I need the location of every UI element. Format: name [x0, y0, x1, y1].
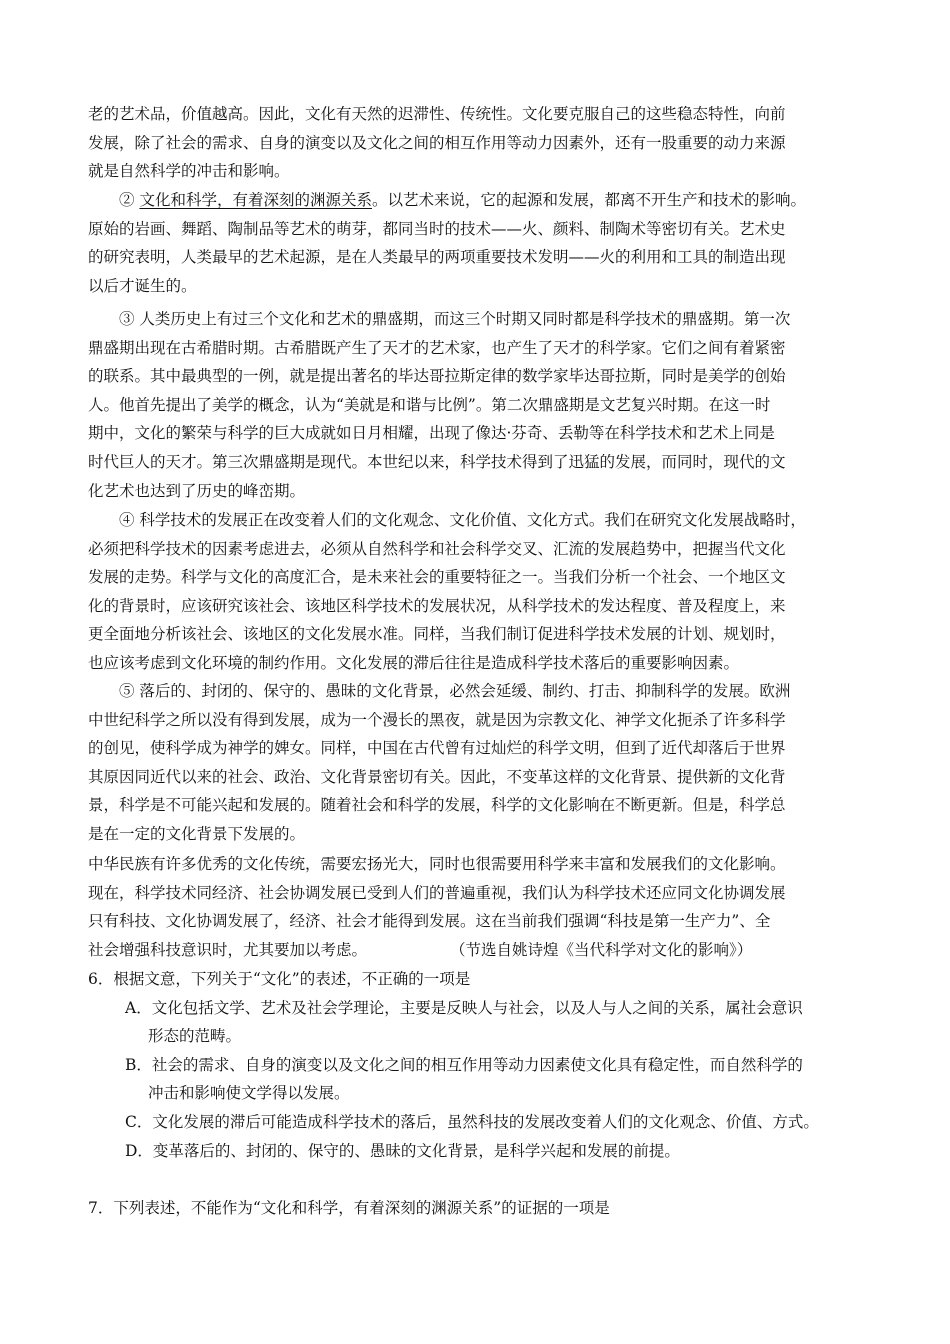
text-line: 也应该考虑到文化环境的制约作用。文化发展的滞后往往是造成科学技术落后的重要影响因素。: [88, 653, 740, 672]
text-line: 化的背景时，应该研究该社会、该地区科学技术的发展状况，从科学技术的发达程度、普及程度上，来: [88, 596, 786, 615]
text-line: 其原因同近代以来的社会、政治、文化背景密切有关。因此，不变革这样的文化背景、提供新的文化背: [88, 767, 786, 786]
underlined-thesis: 文化和科学，有着深刻的渊源关系: [139, 191, 372, 209]
option-a-continued: 形态的范畴。: [148, 1027, 242, 1046]
text-line: 老的艺术品，价值越高。因此，文化有天然的迟滞性、传统性。文化要克服自己的这些稳态特性，向前: [88, 105, 786, 123]
text-span: 。以艺术来说，它的起源和发展，都离不开生产和技术的影响。: [371, 191, 806, 209]
option-b-continued: 冲击和影响使文学得以发展。: [148, 1084, 350, 1103]
text-line: 的创见，使科学成为神学的婢女。同样，中国在古代曾有过灿烂的科学文明，但到了近代却落后于世界: [88, 739, 786, 758]
text-line: ⑤ 落后的、封闭的、保守的、愚昧的文化背景，必然会延缓、制约、打击、抑制科学的发展。欧洲: [119, 682, 791, 700]
question-stem: 7．下列表述，不能作为“文化和科学，有着深刻的渊源关系”的证据的一项是: [88, 1199, 610, 1217]
question-stem: 6．根据文意，下列关于“文化”的表述，不正确的一项是: [88, 970, 471, 988]
paragraph-4: [88, 506, 868, 678]
text-line: 的研究表明，人类最早的艺术起源，是在人类最早的两项重要技术发明——火的利用和工具的制造出现: [88, 248, 786, 267]
paragraph-3: [88, 305, 868, 505]
text-line: 是在一定的文化背景下发展的。: [88, 824, 306, 843]
text-line: 景，科学是不可能兴起和发展的。随着社会和科学的发展，科学的文化影响在不断更新。但是，科学总: [88, 796, 786, 815]
option-a: A．文化包括文学、艺术及社会学理论，主要是反映人与社会，以及人与人之间的关系，属社会意识: [125, 998, 803, 1017]
source-citation: （节选自姚诗煌《当代科学对文化的影响》）: [450, 941, 753, 959]
option-d: D．变革落后的、封闭的、保守的、愚昧的文化背景，是科学兴起和发展的前提。: [125, 1141, 680, 1160]
text-line: ③ 人类历史上有过三个文化和艺术的鼎盛期，而这三个时期又同时都是科学技术的鼎盛期。第一次: [119, 310, 791, 328]
option-b: B．社会的需求、自身的演变以及文化之间的相互作用等动力因素使文化具有稳定性，而自然科学的: [125, 1055, 803, 1074]
text-line: 发展，除了社会的需求、自身的演变以及文化之间的相互作用等动力因素外，还有一股重要的动力来源: [88, 133, 786, 152]
text-line: 的联系。其中最典型的一例，就是提出著名的毕达哥拉斯定律的数学家毕达哥拉斯，同时是美学的创始: [88, 367, 786, 386]
text-line: 必须把科学技术的因素考虑进去，必须从自然科学和社会科学交叉、汇流的发展趋势中，把握当代文化: [88, 539, 786, 558]
paragraph-1: [88, 100, 868, 186]
paragraph-number: ②: [119, 191, 135, 209]
question-6: [88, 965, 888, 1165]
text-line: ④ 科学技术的发展正在改变着人们的文化观念、文化价值、文化方式。我们在研究文化发展战略时，: [119, 511, 806, 529]
option-c: C．文化发展的滞后可能造成科学技术的落后，虽然科技的发展改变着人们的文化观念、价值、方式。: [125, 1112, 819, 1131]
text-line: 发展的走势。科学与文化的高度汇合，是未来社会的重要特征之一。当我们分析一个社会、一个地区文: [88, 568, 786, 587]
paragraph-2: [88, 186, 868, 300]
paragraph-5: [88, 677, 868, 849]
text-line: 鼎盛期出现在古希腊时期。古希腊既产生了天才的艺术家，也产生了天才的科学家。它们之间有着紧密: [88, 338, 786, 357]
text-line: 时代巨人的天才。第三次鼎盛期是现代。本世纪以来，科学技术得到了迅猛的发展，而同时，现代的文: [88, 452, 786, 471]
text-line: 人。他首先提出了美学的概念，认为“美就是和谐与比例”。第二次鼎盛期是文艺复兴时期。在这一时: [88, 395, 771, 414]
text-line: 中世纪科学之所以没有得到发展，成为一个漫长的黑夜，就是因为宗教文化、神学文化扼杀了许多科学: [88, 710, 786, 729]
text-line: [88, 186, 868, 215]
text-line: 社会增强科技意识时，尤其要加以考虑。: [88, 940, 368, 959]
text-line: 更全面地分析该社会、该地区的文化发展水准。同样，当我们制订促进科学技术发展的计划、规划时，: [88, 625, 786, 644]
text-line: 原始的岩画、舞蹈、陶制品等艺术的萌芽，都同当时的技术——火、颜料、制陶术等密切有关。艺术史: [88, 219, 786, 238]
text-line: 就是自然科学的冲击和影响。: [88, 162, 290, 181]
question-7: [88, 1194, 888, 1223]
text-line: 期中，文化的繁荣与科学的巨大成就如日月相耀，出现了像达·芬奇、丢勒等在科学技术和艺术上同是: [88, 424, 775, 443]
text-line: 化艺术也达到了历史的峰峦期。: [88, 481, 306, 500]
text-line: 只有科技、文化协调发展了，经济、社会才能得到发展。这在当前我们强调“科技是第一生产力”、全: [88, 912, 771, 931]
text-line: 现在，科学技术同经济、社会协调发展已受到人们的普遍重视，我们认为科学技术还应同文化协调发展: [88, 883, 786, 902]
text-line: 中华民族有许多优秀的文化传统，需要宏扬光大，同时也很需要用科学来丰富和发展我们的文化影响。: [88, 855, 786, 873]
text-line: 以后才诞生的。: [88, 276, 197, 295]
